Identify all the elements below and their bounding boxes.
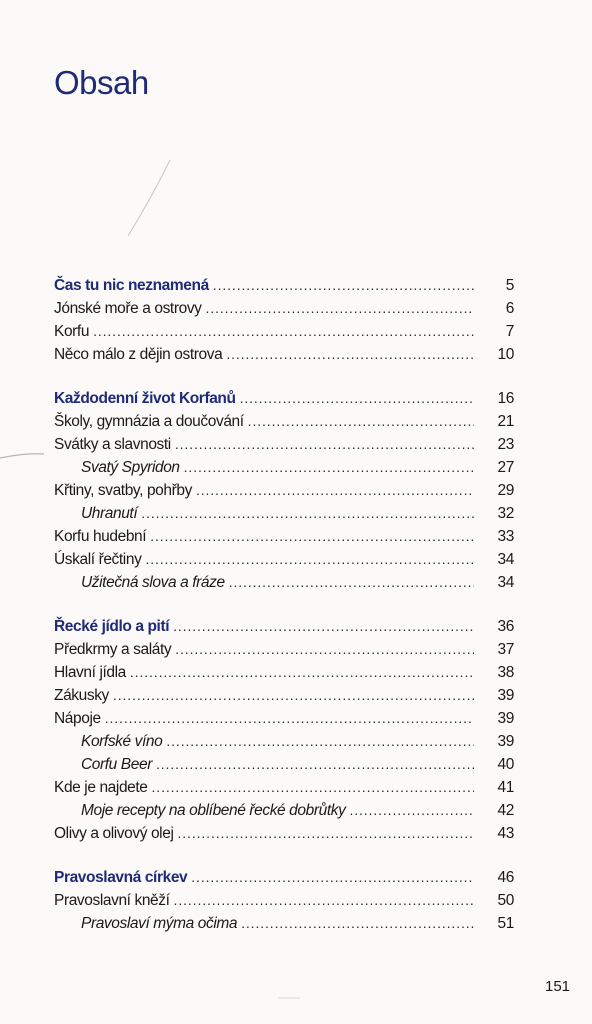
toc-entry-page: 41 [497, 779, 514, 796]
dot-leader [191, 866, 474, 889]
page-title: Obsah [54, 64, 149, 101]
toc-entry-label: Každodenní život Korfanů [54, 390, 236, 407]
toc-entry [54, 822, 514, 845]
toc-entry [54, 548, 514, 571]
page-number: 151 [545, 978, 571, 995]
dot-leader [130, 661, 474, 684]
toc-entry-page: 39 [497, 710, 514, 727]
dot-leader [141, 502, 474, 525]
toc-entry-page: 5 [505, 277, 514, 294]
toc-entry [54, 638, 514, 661]
toc-entry [54, 776, 514, 799]
toc-entry [54, 410, 514, 433]
toc-entry [54, 297, 514, 320]
toc-entry [54, 320, 514, 343]
dot-leader [93, 320, 474, 343]
toc-entry-label: Svátky a slavnosti [54, 436, 171, 453]
toc-section-heading [54, 387, 514, 410]
dot-leader [105, 707, 474, 730]
toc-entry [54, 479, 514, 502]
dot-leader [241, 912, 474, 935]
toc-entry-label: Korfu hudební [54, 528, 147, 545]
dot-leader [184, 456, 474, 479]
dot-leader [349, 799, 474, 822]
toc-entry-label: Pravoslavní kněží [54, 892, 170, 909]
dot-leader [166, 730, 474, 753]
toc-entry [54, 912, 514, 935]
toc-entry-page: 38 [497, 664, 514, 681]
dot-leader [229, 571, 474, 594]
toc-entry-label: Svatý Spyridon [81, 459, 180, 476]
toc-entry-label: Jónské moře a ostrovy [54, 300, 202, 317]
toc-entry-label: Kde je najdete [54, 779, 148, 796]
dot-leader [150, 525, 474, 548]
toc-entry [54, 889, 514, 912]
toc-entry-label: Uhranutí [81, 505, 138, 522]
toc-entry-page: 34 [497, 574, 514, 591]
dot-leader [152, 776, 474, 799]
dot-leader [240, 387, 474, 410]
toc-entry [54, 571, 514, 594]
section-gap [54, 594, 514, 615]
toc-entry-page: 21 [497, 413, 514, 430]
dot-leader [175, 433, 474, 456]
toc-entry-label: Hlavní jídla [54, 664, 126, 681]
toc-entry-page: 32 [497, 505, 514, 522]
toc-entry [54, 707, 514, 730]
toc-entry-page: 34 [497, 551, 514, 568]
toc-entry-page: 27 [497, 459, 514, 476]
toc-entry-label: Moje recepty na oblíbené řecké dobrůtky [81, 802, 346, 819]
toc-entry-page: 43 [497, 825, 514, 842]
toc-entry-page: 16 [497, 390, 514, 407]
toc-entry [54, 456, 514, 479]
dot-leader [175, 638, 474, 661]
dot-leader [178, 822, 475, 845]
toc-entry-page: 33 [497, 528, 514, 545]
toc-entry-page: 40 [497, 756, 514, 773]
toc-entry [54, 799, 514, 822]
toc-entry-label: Školy, gymnázia a doučování [54, 413, 244, 430]
dot-leader [156, 753, 474, 776]
toc-entry [54, 753, 514, 776]
toc-section-heading [54, 615, 514, 638]
toc-entry-label: Zákusky [54, 687, 109, 704]
toc-entry [54, 661, 514, 684]
toc-entry-label: Korfské víno [81, 733, 163, 750]
toc-entry-page: 6 [505, 300, 514, 317]
dot-leader [173, 615, 474, 638]
toc-entry-page: 7 [505, 323, 514, 340]
dot-leader [213, 274, 474, 297]
toc-entry-page: 29 [497, 482, 514, 499]
dot-leader [196, 479, 474, 502]
toc-entry-page: 39 [497, 687, 514, 704]
section-gap [54, 366, 514, 387]
section-gap [54, 845, 514, 866]
toc-entry-page: 10 [497, 346, 514, 363]
toc-entry-page: 46 [497, 869, 514, 886]
toc-entry-label: Užitečná slova a fráze [81, 574, 225, 591]
dot-leader [206, 297, 474, 320]
toc-entry-page: 37 [497, 641, 514, 658]
dot-leader [226, 343, 474, 366]
toc-entry-page: 42 [497, 802, 514, 819]
toc-entry [54, 433, 514, 456]
toc-entry-page: 39 [497, 733, 514, 750]
toc-entry-page: 51 [497, 915, 514, 932]
toc-entry-label: Korfu [54, 323, 90, 340]
toc-entry-label: Pravoslavná církev [54, 869, 188, 886]
toc-entry [54, 343, 514, 366]
toc-entry-label: Corfu Beer [81, 756, 152, 773]
toc-entry-page: 50 [497, 892, 514, 909]
table-of-contents [54, 274, 514, 935]
toc-entry-label: Olivy a olivový olej [54, 825, 174, 842]
dot-leader [145, 548, 474, 571]
toc-entry-label: Předkrmy a saláty [54, 641, 172, 658]
toc-entry-page: 23 [497, 436, 514, 453]
toc-entry-label: Pravoslaví mýma očima [81, 915, 238, 932]
toc-entry [54, 502, 514, 525]
toc-entry-label: Něco málo z dějin ostrova [54, 346, 223, 363]
dot-leader [113, 684, 474, 707]
toc-entry-label: Čas tu nic neznamená [54, 277, 209, 294]
toc-entry [54, 684, 514, 707]
toc-entry-label: Řecké jídlo a pití [54, 618, 170, 635]
toc-section-heading [54, 866, 514, 889]
toc-section-heading [54, 274, 514, 297]
dot-leader [174, 889, 474, 912]
toc-entry-label: Křtiny, svatby, pohřby [54, 482, 192, 499]
toc-entry-label: Úskalí řečtiny [54, 551, 142, 568]
toc-entry [54, 525, 514, 548]
toc-entry-label: Nápoje [54, 710, 101, 727]
dot-leader [248, 410, 474, 433]
toc-entry-page: 36 [497, 618, 514, 635]
toc-entry [54, 730, 514, 753]
